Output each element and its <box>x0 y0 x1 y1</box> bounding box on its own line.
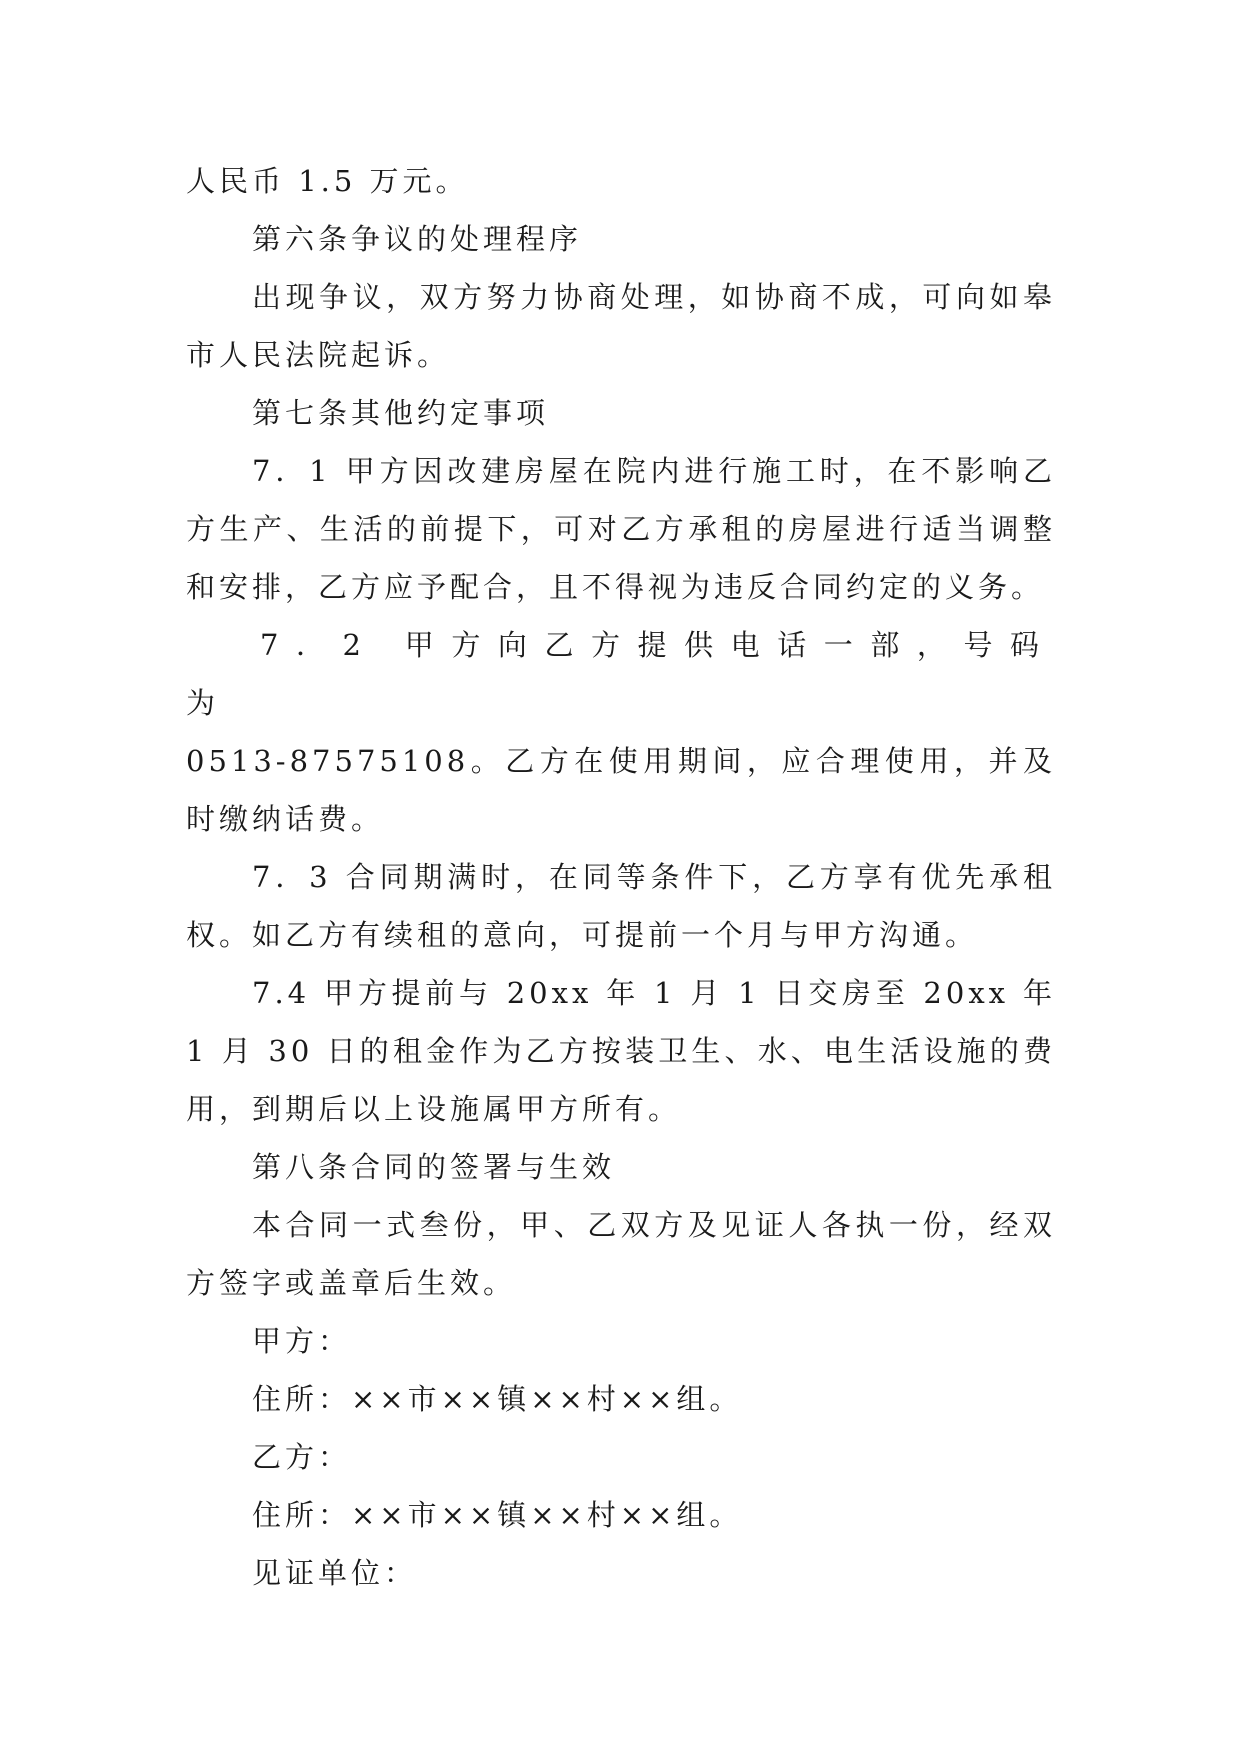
paragraph-dispute: 出现争议，双方努力协商处理，如协商不成，可向如皋市人民法院起诉。 <box>186 280 1056 372</box>
party-b-label: 乙方： <box>252 1440 352 1474</box>
paragraph-clause-7-4: 7.4 甲方提前与 20xx 年 1 月 1 日交房至 20xx 年 1 月 30 日的租金作为乙方按装卫生、水、电生活设施的费用，到期后以上设施属甲方所有。 <box>186 976 1056 1126</box>
paragraph-clause-7-1: 7．1 甲方因改建房屋在院内进行施工时，在不影响乙方生产、生活的前提下，可对乙方承租的房屋进行适当调整和安排，乙方应予配合，且不得视为违反合同约定的义务。 <box>186 454 1056 604</box>
paragraph-signing: 本合同一式叁份，甲、乙双方及见证人各执一份，经双方签字或盖章后生效。 <box>186 1208 1056 1300</box>
witness-label: 见证单位： <box>252 1556 418 1590</box>
heading-article-8: 第八条合同的签署与生效 <box>252 1150 616 1184</box>
heading-article-6: 第六条争议的处理程序 <box>252 222 583 256</box>
heading-article-7: 第七条其他约定事项 <box>252 396 550 430</box>
paragraph-clause-7-3: 7．3 合同期满时，在同等条件下，乙方享有优先承租权。如乙方有续租的意向，可提前一个月与甲方沟通。 <box>186 860 1056 952</box>
paragraph-amount-continuation: 人民币 1.5 万元。 <box>186 164 469 198</box>
document-body <box>186 152 1056 1602</box>
paragraph-clause-7-2-line1: 7．2 甲方向乙方提供电话一部，号码为 <box>186 628 1056 720</box>
party-a-label: 甲方： <box>252 1324 352 1358</box>
party-b-address: 住所：××市××镇××村××组。 <box>252 1498 743 1532</box>
party-a-address: 住所：××市××镇××村××组。 <box>252 1382 743 1416</box>
paragraph-clause-7-2-line2: 0513-87575108。乙方在使用期间，应合理使用，并及时缴纳话费。 <box>186 744 1056 836</box>
